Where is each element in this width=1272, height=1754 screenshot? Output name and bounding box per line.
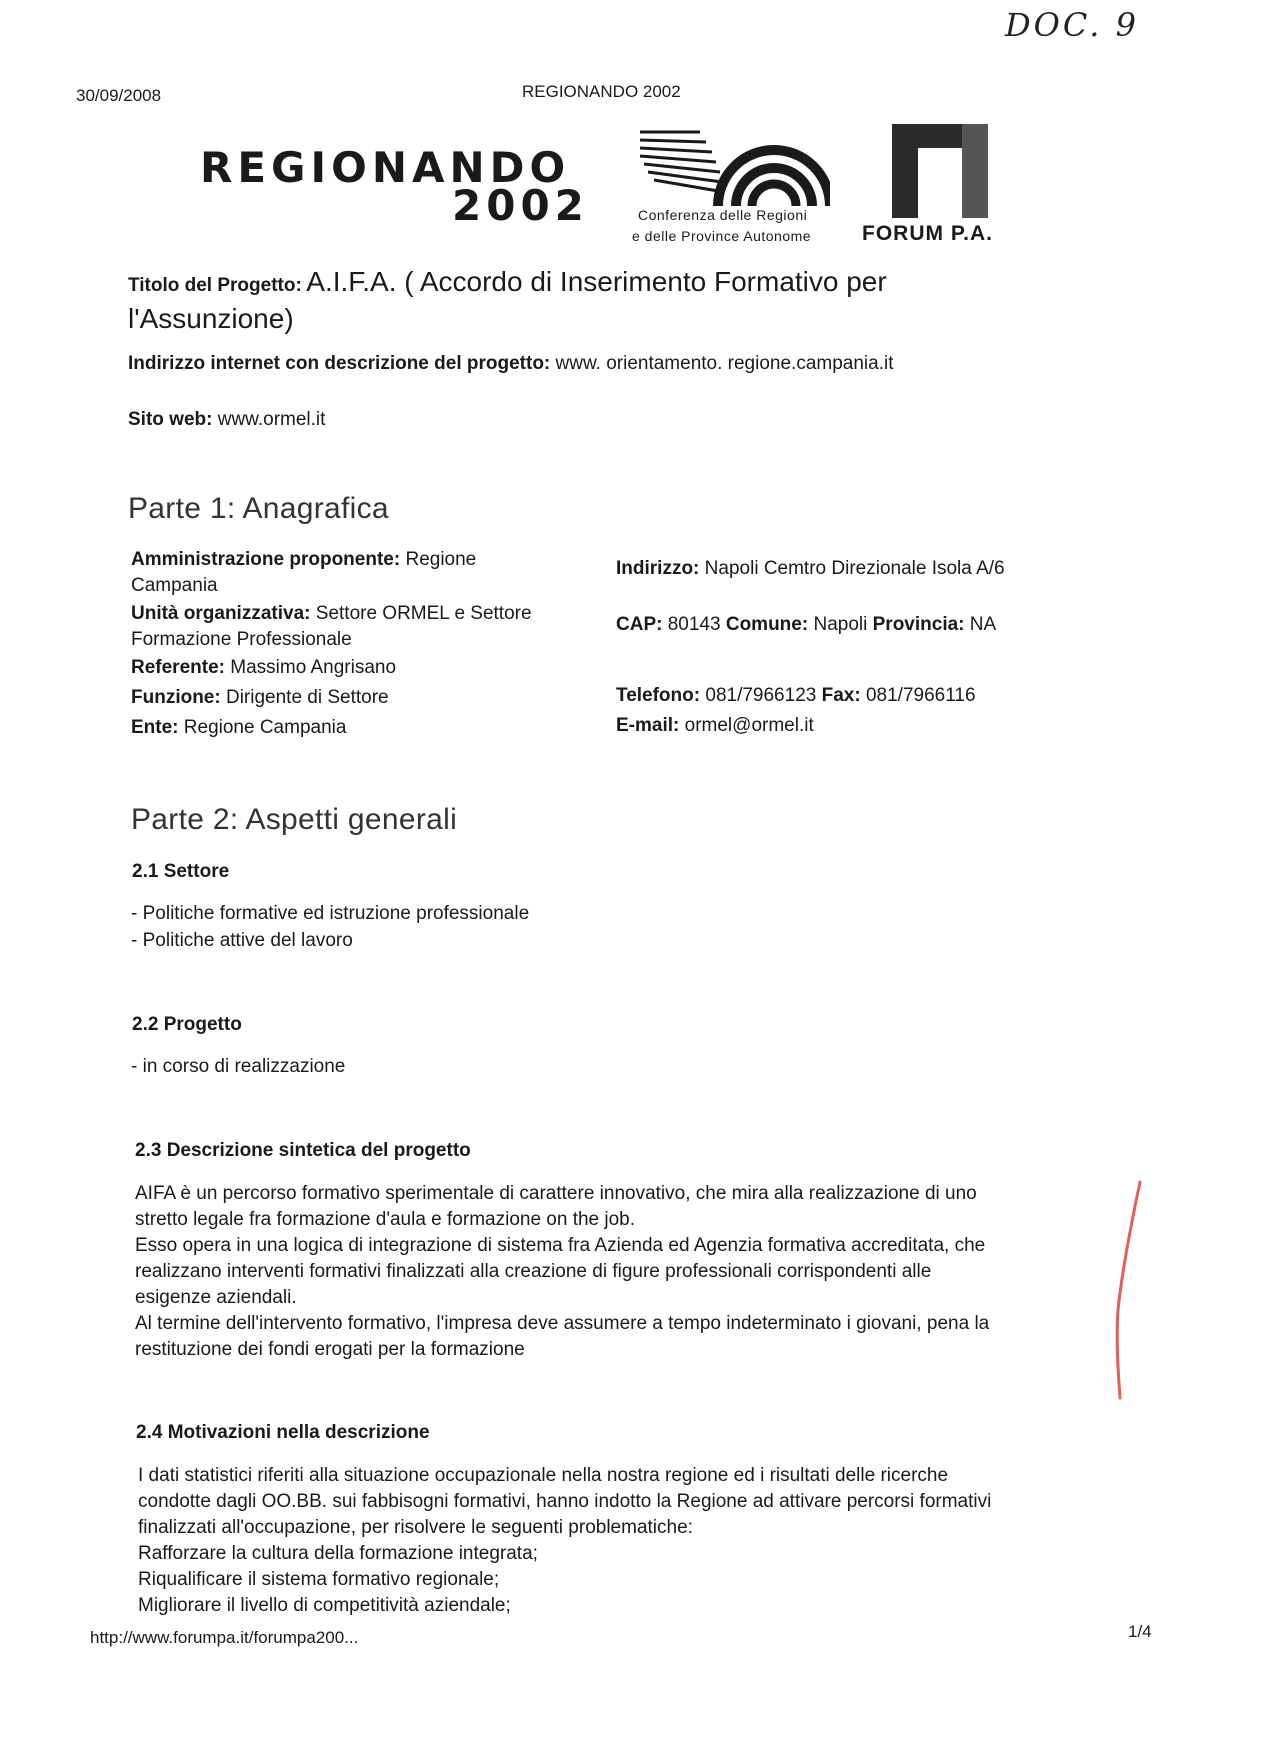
section-2-2-list [131,1054,345,1080]
project-url-row [128,351,894,377]
project-title-block [128,266,1128,298]
conferenza-logo-line1: Conferenza delle Regioni [638,207,808,223]
part1-left-column [131,547,601,741]
list-item: - Politiche attive del lavoro [131,930,353,951]
regionando-logo-line1: REGIONANDO [200,143,571,192]
section-2-1-title: 2.1 Settore [132,861,230,882]
field-value: Settore ORMEL e Settore [315,603,532,624]
project-site-value: www.ormel.it [217,409,326,430]
field-label: Funzione: [131,687,221,708]
field-amministrazione [131,547,601,573]
paragraph-line: AIFA è un percorso formativo sperimentale di carattere innovativo, che mira alla realizzazione di uno [135,1183,977,1204]
section-2-3-text [135,1181,1145,1363]
list-item: - Politiche formative ed istruzione professionale [131,903,530,924]
section-2-2-title: 2.2 Progetto [132,1014,242,1035]
part1-heading: Parte 1: Anagrafica [128,492,389,525]
paragraph-line: restituzione dei fondi erogati per la formazione [135,1339,525,1360]
field-value: 081/7966116 [865,685,976,706]
field-unita-cont: Formazione Professionale [131,629,352,650]
field-referente [131,655,601,681]
field-label: E-mail: [616,715,680,736]
paragraph-line: condotte dagli OO.BB. sui fabbisogni formativi, hanno indotto la Regione ad attivare percorsi formativi [138,1491,992,1512]
paragraph-line: Riqualificare il sistema formativo regionale; [138,1569,500,1590]
field-value: Regione Campania [183,717,347,738]
field-value: Regione [405,549,477,570]
project-title-value-cont: l'Assunzione) [128,303,294,334]
footer-url: http://www.forumpa.it/forumpa200... [90,1628,359,1647]
field-label: Provincia: [872,614,965,635]
field-label: Unità organizzativa: [131,603,311,624]
field-value: 081/7966123 [705,685,817,706]
field-label: Amministrazione proponente: [131,549,401,570]
conferenza-logo-line2: e delle Province Autonome [632,228,812,244]
regionando-logo-line2: 2002 [452,181,589,230]
section-2-4-text [138,1463,1148,1619]
page-number: 1/4 [1128,1622,1152,1641]
field-value: NA [969,614,997,635]
part2-heading: Parte 2: Aspetti generali [131,803,458,836]
project-site-label: Sito web: [128,409,213,430]
section-2-3-title: 2.3 Descrizione sintetica del progetto [135,1140,471,1161]
forum-pa-logo-text: FORUM P.A. [862,222,993,245]
field-value: Napoli Cemtro Direzionale Isola A/6 [704,558,1005,579]
handwritten-doc-note: DOC. 9 [1005,6,1139,44]
red-pen-mark [1106,1180,1146,1400]
field-value: Massimo Angrisano [230,657,397,678]
field-label: Comune: [725,614,809,635]
section-2-1-list [131,900,529,954]
field-value: Napoli [813,614,868,635]
field-label: Indirizzo: [616,558,700,579]
list-item: - in corso di realizzazione [131,1056,346,1077]
field-ente [131,715,601,741]
conferenza-arc-logo [640,120,830,208]
project-title-value: A.I.F.A. ( Accordo di Inserimento Formativo per [306,266,887,297]
paragraph-line: Rafforzare la cultura della formazione integrata; [138,1543,538,1564]
paragraph-line: finalizzati all'occupazione, per risolvere le seguenti problematiche: [138,1517,693,1538]
field-label: Fax: [821,685,861,706]
field-label: CAP: [616,614,663,635]
project-url-label: Indirizzo internet con descrizione del progetto: [128,353,551,374]
field-value: ormel@ormel.it [684,715,814,736]
field-email [616,713,814,739]
project-url-value: www. orientamento. regione.campania.it [555,353,894,374]
section-2-4-title: 2.4 Motivazioni nella descrizione [136,1422,430,1443]
paragraph-line: realizzano interventi formativi finalizzati alla creazione di figure professionali corrispondenti alle [135,1261,932,1282]
paragraph-line: Esso opera in una logica di integrazione di sistema fra Azienda ed Agenzia formativa accreditata, che [135,1235,986,1256]
field-value: Dirigente di Settore [225,687,389,708]
print-title: REGIONANDO 2002 [522,82,681,101]
field-label: Telefono: [616,685,701,706]
field-value: 80143 [667,614,721,635]
print-date: 30/09/2008 [76,86,162,105]
field-unita [131,601,601,627]
field-funzione [131,685,601,711]
field-indirizzo [616,556,1005,582]
paragraph-line: esigenze aziendali. [135,1287,297,1308]
paragraph-line: Al termine dell'intervento formativo, l'impresa deve assumere a tempo indeterminato i giovani, pena la [135,1313,990,1334]
field-telefono-row [616,683,976,709]
field-cap-row [616,612,996,638]
forum-pa-logo-mark [892,124,988,218]
field-label: Ente: [131,717,179,738]
project-title-label: Titolo del Progetto: [128,275,302,296]
field-amministrazione-cont: Campania [131,575,218,596]
field-label: Referente: [131,657,225,678]
paragraph-line: I dati statistici riferiti alla situazione occupazionale nella nostra regione ed i risultati delle ricerche [138,1465,949,1486]
paragraph-line: Migliorare il livello di competitività aziendale; [138,1595,511,1616]
paragraph-line: stretto legale fra formazione d'aula e formazione on the job. [135,1209,636,1230]
project-site-row [128,407,325,433]
